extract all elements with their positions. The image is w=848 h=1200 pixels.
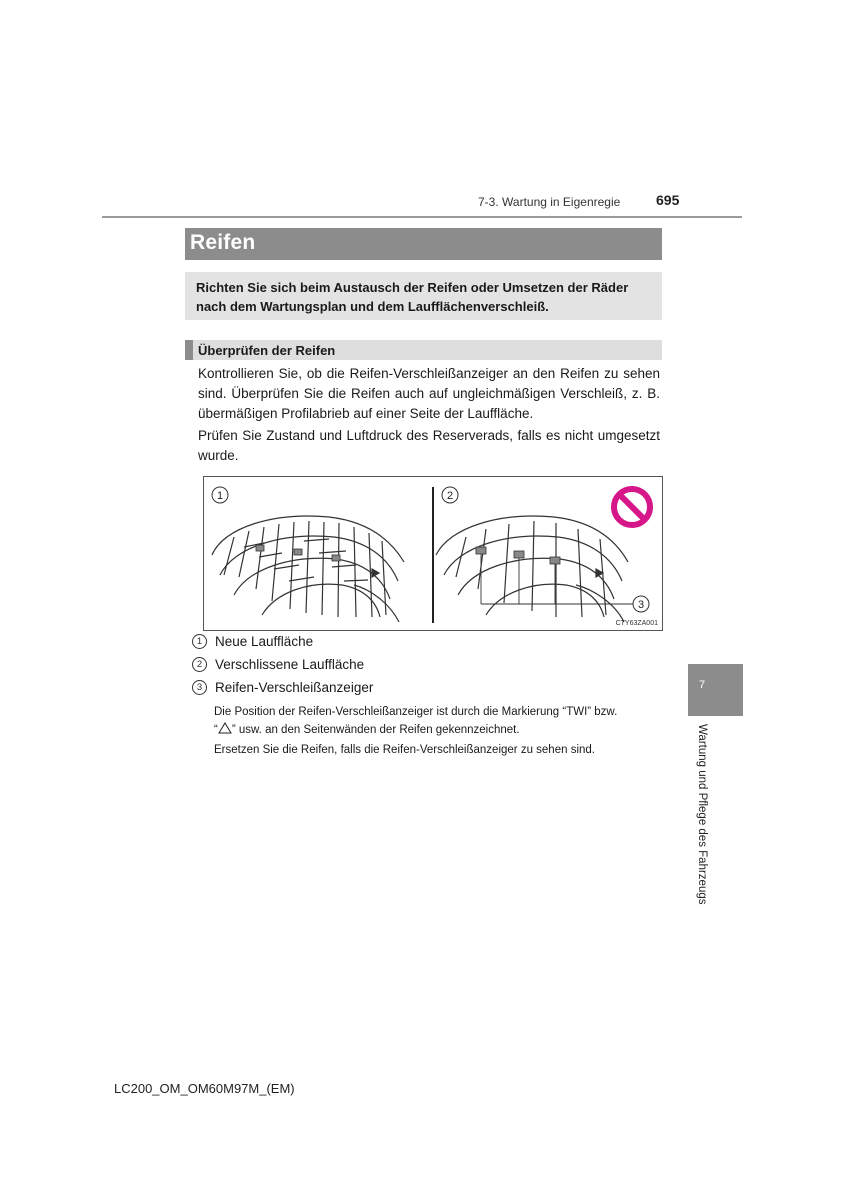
chapter-number: 7 [699,679,706,691]
legend-number: 2 [192,657,207,672]
legend-label: Reifen-Verschleißanzeiger [215,680,374,695]
legend-label: Verschlissene Lauffläche [215,657,365,672]
header-section-title: 7-3. Wartung in Eigenregie [478,195,621,209]
footer-document-code: LC200_OM_OM60M97M_(EM) [114,1081,295,1096]
chapter-title: Wartung und Pflege des Fahrzeugs [696,724,708,905]
panel-label-worn [442,487,458,503]
legend-item-worn-tread [192,657,364,672]
note-twi-line1: Die Position der Reifen-Verschleißanzeiger ist durch die Markierung “TWI” bzw. [214,706,618,718]
subsection-marker [185,340,193,360]
note-twi-marking [214,703,658,739]
svg-text:2: 2 [446,490,454,502]
legend-label: Neue Lauffläche [215,634,314,649]
intro-text: Richten Sie sich beim Austausch der Reifen oder Umsetzen der Räder nach dem Wartungsplan und dem Laufflächenverschleiß. [196,280,629,314]
page-title: Reifen [190,231,256,254]
title-bar [185,228,662,260]
note-twi-line2-text: ” usw. an den Seitenwänden der Reifen gekennzeichnet. [231,724,520,736]
header-rule [102,216,742,218]
callout-label-indicator [633,596,649,612]
panel-label-new [212,487,228,503]
chapter-tab [688,664,743,716]
tire-tread-figure [203,476,663,631]
paragraph-check-wear: Kontrollieren Sie, ob die Reifen-Verschleißanzeiger an den Reifen zu sehen sind. Überprüfen Sie die Reifen auch auf ungleichmäßigen Verschleiß, z. B. übermäßigen Profilabrieb auf einer Seite der Lauffläche. [198,366,660,421]
twi-marker-worn [476,547,560,564]
svg-text:1: 1 [216,490,224,502]
open-quote: “ [214,724,218,736]
worn-tread-illustration [436,516,628,622]
tire-illustration [204,477,662,630]
legend-item-new-tread [192,634,313,649]
triangle-icon [218,722,232,734]
paragraph-spare-wheel: Prüfen Sie Zustand und Luftdruck des Reserverads, falls es nicht umgesetzt wurde. [198,428,660,463]
note-twi-line2 [214,721,658,739]
subsection-title: Überprüfen der Reifen [198,343,336,358]
legend-number: 1 [192,634,207,649]
figure-code: CTY63ZA001 [615,620,658,627]
prohibition-icon [614,489,650,525]
note-replace-tires: Ersetzen Sie die Reifen, falls die Reifen-Verschleißanzeiger zu sehen sind. [214,744,595,756]
svg-text:3: 3 [637,599,645,611]
legend-item-wear-indicator [192,680,373,695]
new-tread-illustration [212,516,404,622]
page-number: 695 [656,192,680,208]
legend-number: 3 [192,680,207,695]
